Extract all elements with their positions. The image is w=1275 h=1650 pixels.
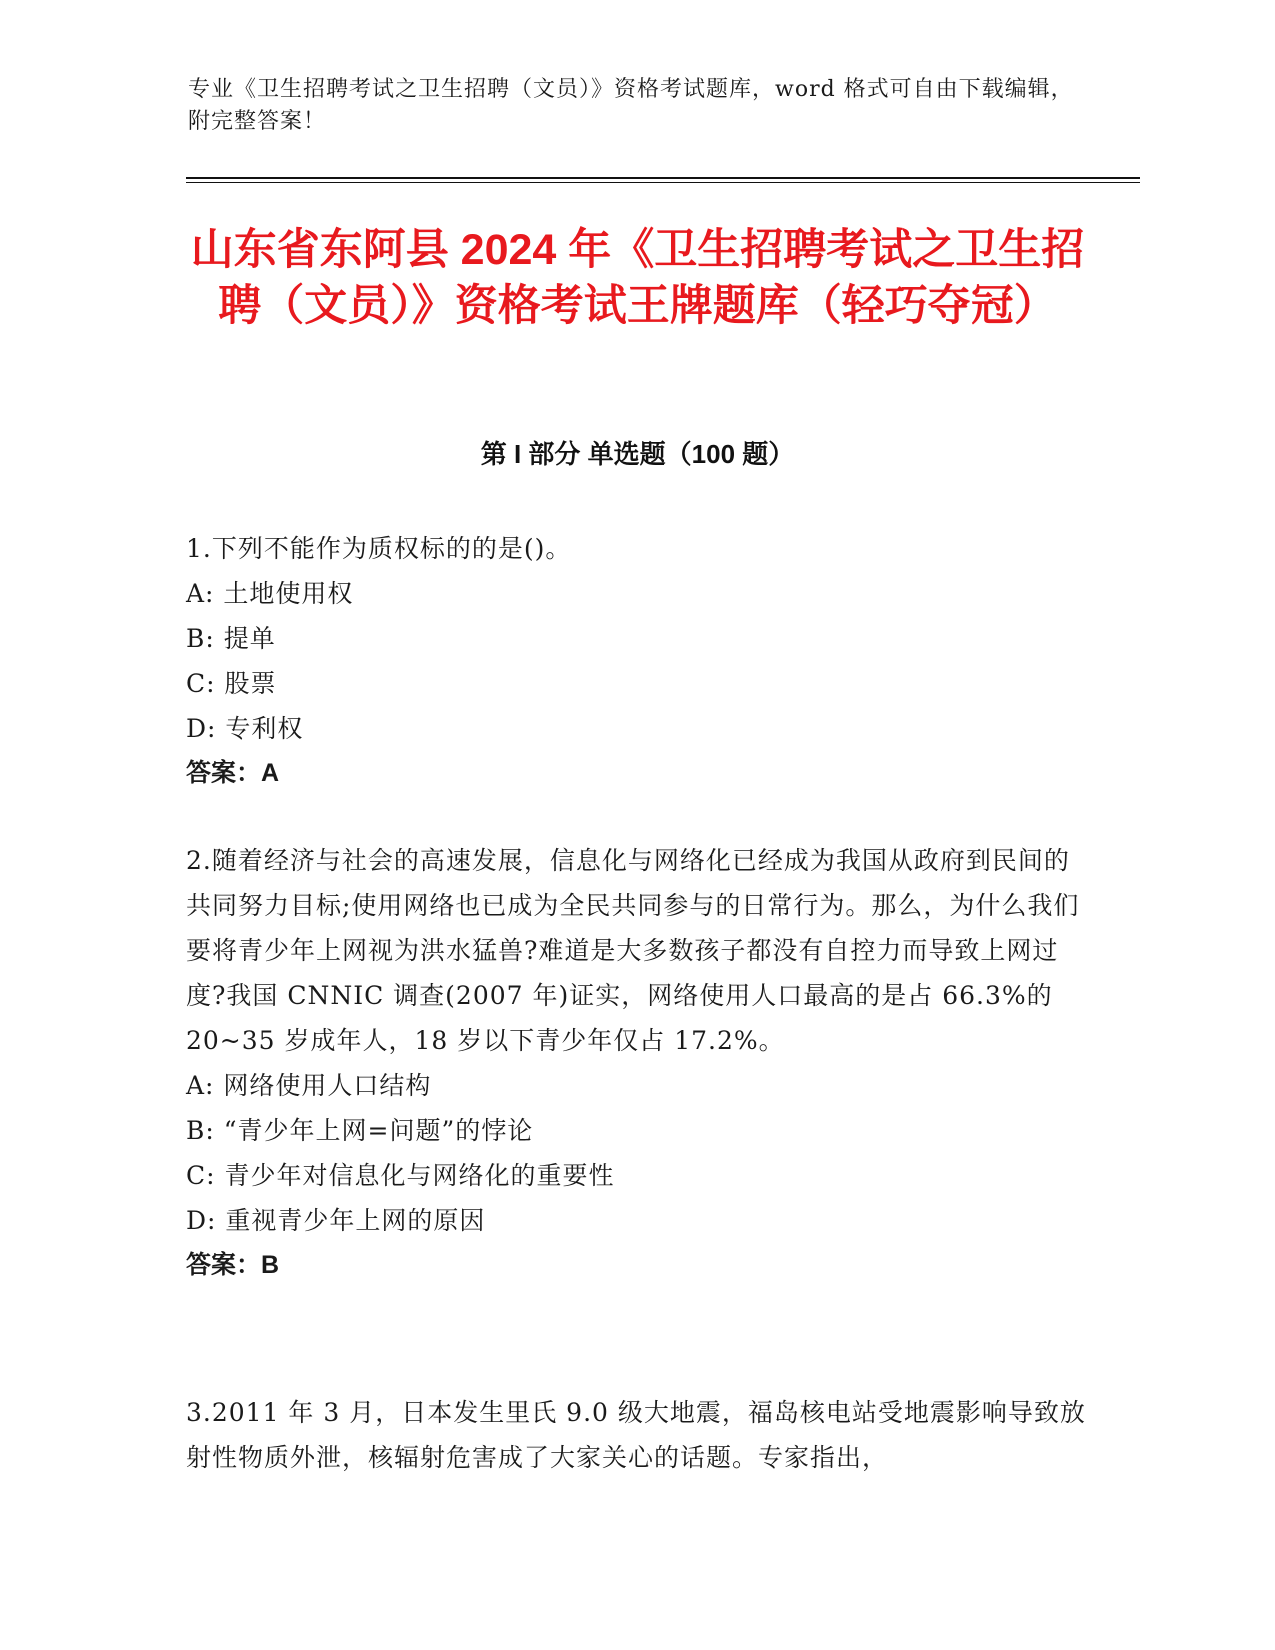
question-stem: 2.随着经济与社会的高速发展，信息化与网络化已经成为我国从政府到民间的共同努力目标;使用网络也已成为全民共同参与的日常行为。那么，为什么我们要将青少年上网视为洪水猛兽?难道是大多数孩子都没有自控力而导致上网过度?我国 CNNIC 调查(2007 年)证实，网络使用人口最高的是占 66.3%的 20~35 岁成年人，18 岁以下青少年仅占 17.2%。 <box>186 846 1080 1055</box>
option-a: A: 土地使用权 <box>186 579 354 608</box>
option-c: C: 股票 <box>186 669 277 698</box>
option-a: A: 网络使用人口结构 <box>186 1071 432 1100</box>
answer: 答案：B <box>186 1251 280 1279</box>
document-title: 山东省东阿县 2024 年《卫生招聘考试之卫生招聘（文员）》资格考试王牌题库（轻巧夺冠） <box>190 226 1085 330</box>
option-b: B: “青少年上网=问题”的悖论 <box>186 1116 534 1145</box>
question-stem: 3.2011 年 3 月，日本发生里氏 9.0 级大地震，福岛核电站受地震影响导致放射性物质外泄，核辐射危害成了大家关心的话题。专家指出， <box>186 1398 1086 1472</box>
header-divider-thick <box>186 177 1140 179</box>
header-note: 专业《卫生招聘考试之卫生招聘（文员）》资格考试题库，word 格式可自由下载编辑，附完整答案！ <box>188 77 1074 134</box>
option-d: D: 重视青少年上网的原因 <box>186 1206 486 1235</box>
option-b: B: 提单 <box>186 624 276 653</box>
question-stem: 1.下列不能作为质权标的的是()。 <box>186 534 572 563</box>
question-3 <box>186 1390 1086 1480</box>
option-c: C: 青少年对信息化与网络化的重要性 <box>186 1161 615 1190</box>
section-title: 第 I 部分 单选题（100 题） <box>480 439 795 469</box>
question-1 <box>186 526 1086 796</box>
question-2 <box>186 838 1086 1288</box>
header-divider-thin <box>186 182 1140 183</box>
option-d: D: 专利权 <box>186 714 304 743</box>
answer: 答案：A <box>186 759 280 787</box>
